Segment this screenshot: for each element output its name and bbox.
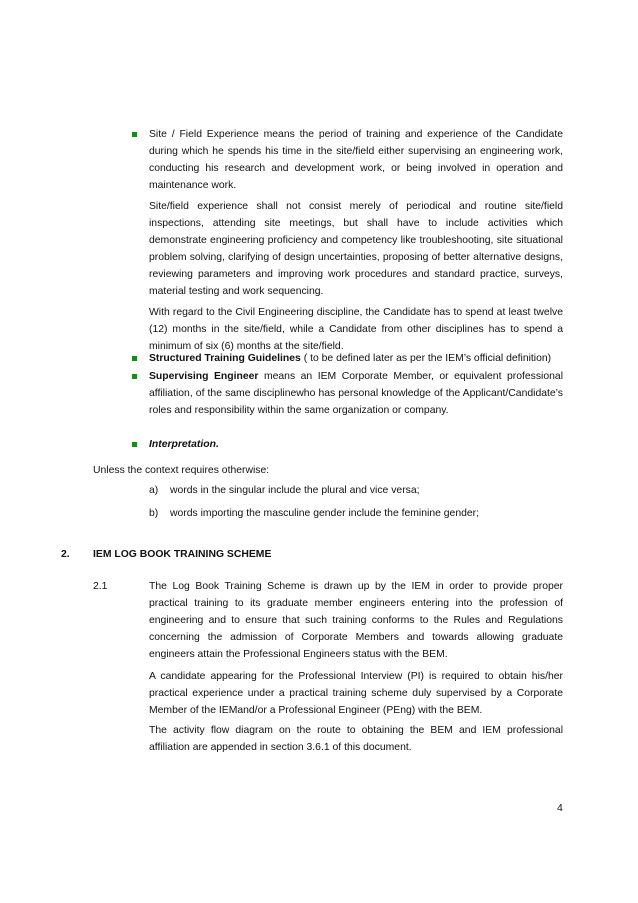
section-number: 2.: [61, 549, 70, 560]
site-field-experience-para3: With regard to the Civil Engineering discipline, the Candidate has to spend at least twelve (12) months in the site/field, while a Candidate from other disciplines has to spend a minimum of six (6) months at the site/field.: [149, 307, 563, 352]
context-item-b-label: b): [149, 508, 159, 519]
subsection-para2: A candidate appearing for the Professional Interview (PI) is required to obtain his/her practical experience under a practical training scheme duly supervised by a Corporate Member of the IEMand/or a Professional Engineer (PEng) with the BEM.: [149, 671, 563, 716]
supervising-engineer-text: means an IEM Corporate Member, or equivalent professional affiliation, of the same disciplinewho has personal knowledge of the Applicant/Candidate’s roles and responsibility within the same organization or company.: [149, 371, 564, 416]
subsection-para1: The Log Book Training Scheme is drawn up by the IEM in order to provide proper practical training to its graduate member engineers entering into the profession of engineering and to ensure that such training conforms to the Rules and Regulations concerning the admission of Corporate Members and towards allowing graduate engineers attain the Professional Engineers status with the BEM.: [149, 581, 563, 660]
subsection-para3: The activity flow diagram on the route to obtaining the BEM and IEM professional affiliation are appended in section 3.6.1 of this document.: [149, 725, 563, 753]
context-intro: Unless the context requires otherwise:: [93, 465, 270, 476]
bullet-marker: [132, 132, 137, 137]
subsection-number: 2.1: [93, 581, 108, 592]
interpretation-term: Interpretation.: [149, 439, 219, 450]
context-item-a-text: words in the singular include the plural and vice versa;: [170, 485, 420, 496]
bullet-marker: [132, 374, 137, 379]
supervising-engineer-definition: [149, 368, 563, 419]
site-field-experience-para2: Site/field experience shall not consist merely of periodical and routine site/field inspections, attending site meetings, but shall have to include activities which demonstrate engineering proficiency and competency like troubleshooting, site situational problem solving, clarifying of design uncertainties, proposing of better alternative designs, reviewing parameters and improving work procedures and standard practice, surveys, material testing and work sequencing.: [149, 201, 563, 297]
page-number: 4: [557, 803, 563, 814]
context-item-b-text: words importing the masculine gender include the feminine gender;: [170, 508, 480, 519]
structured-training-term: Structured Training Guidelines: [149, 353, 301, 364]
interpretation-heading: [149, 436, 563, 453]
bullet-marker: [132, 356, 137, 361]
bullet-marker: [132, 442, 137, 447]
structured-training-definition: [149, 350, 563, 367]
site-field-experience-para1: Site / Field Experience means the period of training and experience of the Candidate during which he spends his time in the site/field either supervising an engineering work, conducting his research and development work, or being involved in operation and maintenance work.: [149, 129, 563, 191]
supervising-engineer-term: Supervising Engineer: [149, 371, 259, 382]
structured-training-text: ( to be defined later as per the IEM’s official definition): [300, 353, 552, 364]
section-title: IEM LOG BOOK TRAINING SCHEME: [93, 549, 272, 560]
context-item-a-label: a): [149, 485, 159, 496]
